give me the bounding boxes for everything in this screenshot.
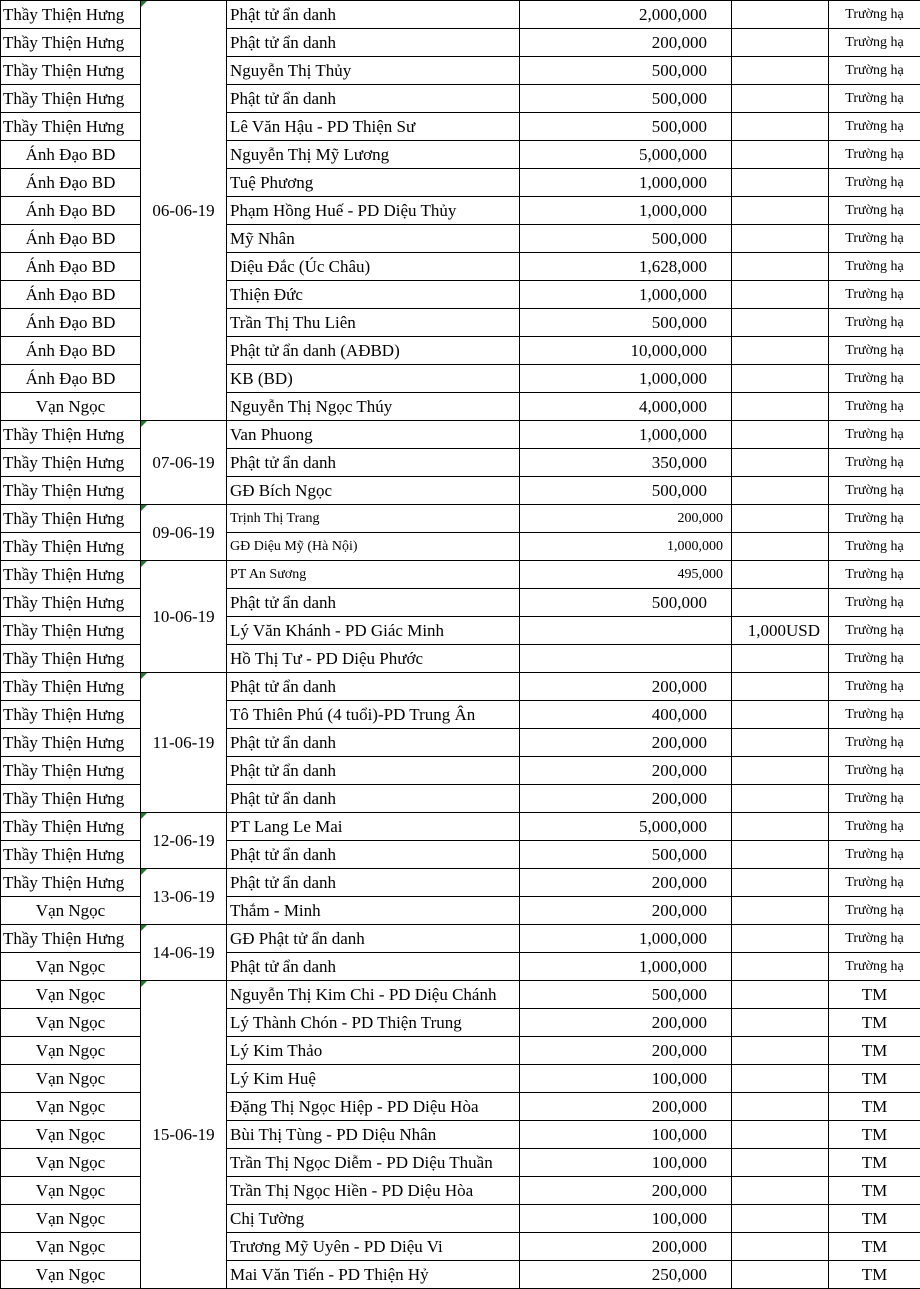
- amount-vnd-cell: 495,000: [520, 561, 732, 589]
- donor-name-cell: Lý Văn Khánh - PD Giác Minh: [227, 617, 520, 645]
- donor-name-cell: Phật tử ẩn danh: [227, 1, 520, 29]
- table-row: [1, 1121, 920, 1149]
- amount-usd-cell: [732, 673, 829, 701]
- table-row: [1, 1177, 920, 1205]
- purpose-cell: TM: [829, 1093, 920, 1121]
- date-cell: 14-06-19: [141, 925, 227, 981]
- amount-vnd-cell: 2,000,000: [520, 1, 732, 29]
- contributor-cell: Vạn Ngọc: [1, 1149, 141, 1177]
- amount-vnd-cell: 1,000,000: [520, 421, 732, 449]
- donor-name-cell: Van Phuong: [227, 421, 520, 449]
- amount-vnd-cell: 500,000: [520, 841, 732, 869]
- contributor-cell: Thầy Thiện Hưng: [1, 757, 141, 785]
- table-row: [1, 645, 920, 673]
- donor-name-cell: Trần Thị Ngọc Hiền - PD Diệu Hòa: [227, 1177, 520, 1205]
- donor-name-cell: Lý Kim Thảo: [227, 1037, 520, 1065]
- amount-usd-cell: [732, 589, 829, 617]
- donor-name-cell: Phật tử ẩn danh: [227, 449, 520, 477]
- contributor-cell: Thầy Thiện Hưng: [1, 1, 141, 29]
- donor-name-cell: Phật tử ẩn danh (AĐBD): [227, 337, 520, 365]
- contributor-cell: Thầy Thiện Hưng: [1, 57, 141, 85]
- purpose-cell: Trường hạ: [829, 533, 920, 561]
- table-row: [1, 309, 920, 337]
- purpose-cell: Trường hạ: [829, 1, 920, 29]
- table-row: [1, 673, 920, 701]
- contributor-cell: Ánh Đạo BD: [1, 309, 141, 337]
- amount-vnd-cell: 200,000: [520, 29, 732, 57]
- amount-usd-cell: [732, 253, 829, 281]
- contributor-cell: Thầy Thiện Hưng: [1, 645, 141, 673]
- contributor-cell: Vạn Ngọc: [1, 1233, 141, 1261]
- donor-name-cell: Lý Kim Huệ: [227, 1065, 520, 1093]
- donor-name-cell: Tô Thiên Phú (4 tuổi)-PD Trung Ân: [227, 701, 520, 729]
- purpose-cell: TM: [829, 1009, 920, 1037]
- table-row: [1, 505, 920, 533]
- contributor-cell: Thầy Thiện Hưng: [1, 729, 141, 757]
- amount-usd-cell: [732, 113, 829, 141]
- amount-vnd-cell: 200,000: [520, 897, 732, 925]
- donor-name-cell: Mai Văn Tiến - PD Thiện Hỷ: [227, 1261, 520, 1289]
- donor-name-cell: Thắm - Minh: [227, 897, 520, 925]
- table-row: [1, 85, 920, 113]
- donor-name-cell: Hồ Thị Tư - PD Diệu Phước: [227, 645, 520, 673]
- table-row: [1, 589, 920, 617]
- donor-name-cell: Phật tử ẩn danh: [227, 841, 520, 869]
- amount-vnd-cell: 1,000,000: [520, 533, 732, 561]
- table-row: [1, 1009, 920, 1037]
- table-row: [1, 981, 920, 1009]
- date-cell: 10-06-19: [141, 561, 227, 673]
- contributor-cell: Thầy Thiện Hưng: [1, 673, 141, 701]
- purpose-cell: Trường hạ: [829, 253, 920, 281]
- amount-usd-cell: [732, 729, 829, 757]
- purpose-cell: TM: [829, 1149, 920, 1177]
- purpose-cell: Trường hạ: [829, 85, 920, 113]
- amount-usd-cell: [732, 225, 829, 253]
- donor-name-cell: Phật tử ẩn danh: [227, 953, 520, 981]
- amount-usd-cell: 1,000USD: [732, 617, 829, 645]
- contributor-cell: Vạn Ngọc: [1, 953, 141, 981]
- table-row: [1, 561, 920, 589]
- amount-vnd-cell: 200,000: [520, 729, 732, 757]
- table-row: [1, 141, 920, 169]
- date-cell: 11-06-19: [141, 673, 227, 813]
- contributor-cell: Thầy Thiện Hưng: [1, 561, 141, 589]
- contributor-cell: Thầy Thiện Hưng: [1, 813, 141, 841]
- amount-usd-cell: [732, 1233, 829, 1261]
- amount-vnd-cell: 200,000: [520, 1177, 732, 1205]
- table-row: [1, 1093, 920, 1121]
- amount-usd-cell: [732, 29, 829, 57]
- contributor-cell: Thầy Thiện Hưng: [1, 785, 141, 813]
- amount-vnd-cell: 1,628,000: [520, 253, 732, 281]
- purpose-cell: Trường hạ: [829, 169, 920, 197]
- contributor-cell: Thầy Thiện Hưng: [1, 869, 141, 897]
- amount-vnd-cell: 100,000: [520, 1121, 732, 1149]
- table-row: [1, 701, 920, 729]
- amount-vnd-cell: 4,000,000: [520, 393, 732, 421]
- table-row: [1, 869, 920, 897]
- table-row: [1, 617, 920, 645]
- amount-usd-cell: [732, 869, 829, 897]
- table-row: [1, 113, 920, 141]
- contributor-cell: Thầy Thiện Hưng: [1, 85, 141, 113]
- amount-vnd-cell: 200,000: [520, 505, 732, 533]
- contributor-cell: Thầy Thiện Hưng: [1, 477, 141, 505]
- purpose-cell: TM: [829, 1261, 920, 1289]
- donor-name-cell: Lê Văn Hậu - PD Thiện Sư: [227, 113, 520, 141]
- purpose-cell: Trường hạ: [829, 141, 920, 169]
- amount-vnd-cell: 500,000: [520, 57, 732, 85]
- amount-usd-cell: [732, 1037, 829, 1065]
- table-row: [1, 57, 920, 85]
- donor-name-cell: Đặng Thị Ngọc Hiệp - PD Diệu Hòa: [227, 1093, 520, 1121]
- donor-name-cell: Phật tử ẩn danh: [227, 589, 520, 617]
- purpose-cell: Trường hạ: [829, 365, 920, 393]
- amount-usd-cell: [732, 897, 829, 925]
- table-row: [1, 477, 920, 505]
- donor-name-cell: PT Lang Le Mai: [227, 813, 520, 841]
- table-row: [1, 1149, 920, 1177]
- amount-vnd-cell: 500,000: [520, 589, 732, 617]
- contributor-cell: Ánh Đạo BD: [1, 169, 141, 197]
- contributor-cell: Ánh Đạo BD: [1, 225, 141, 253]
- donor-name-cell: GĐ Phật tử ẩn danh: [227, 925, 520, 953]
- table-row: [1, 197, 920, 225]
- amount-usd-cell: [732, 1093, 829, 1121]
- donation-table-body: [1, 1, 920, 1289]
- amount-vnd-cell: 400,000: [520, 701, 732, 729]
- purpose-cell: Trường hạ: [829, 701, 920, 729]
- amount-vnd-cell: 200,000: [520, 1037, 732, 1065]
- amount-vnd-cell: 1,000,000: [520, 169, 732, 197]
- amount-usd-cell: [732, 365, 829, 393]
- amount-vnd-cell: 100,000: [520, 1205, 732, 1233]
- amount-vnd-cell: 1,000,000: [520, 953, 732, 981]
- amount-usd-cell: [732, 1177, 829, 1205]
- purpose-cell: Trường hạ: [829, 925, 920, 953]
- contributor-cell: Vạn Ngọc: [1, 1121, 141, 1149]
- table-row: [1, 169, 920, 197]
- purpose-cell: Trường hạ: [829, 505, 920, 533]
- contributor-cell: Vạn Ngọc: [1, 1065, 141, 1093]
- purpose-cell: Trường hạ: [829, 617, 920, 645]
- purpose-cell: TM: [829, 981, 920, 1009]
- donor-name-cell: PT An Sương: [227, 561, 520, 589]
- amount-vnd-cell: [520, 617, 732, 645]
- amount-usd-cell: [732, 421, 829, 449]
- donor-name-cell: Mỹ Nhân: [227, 225, 520, 253]
- table-row: [1, 449, 920, 477]
- purpose-cell: TM: [829, 1121, 920, 1149]
- amount-usd-cell: [732, 393, 829, 421]
- contributor-cell: Thầy Thiện Hưng: [1, 589, 141, 617]
- contributor-cell: Thầy Thiện Hưng: [1, 617, 141, 645]
- amount-vnd-cell: 1,000,000: [520, 365, 732, 393]
- amount-usd-cell: [732, 1065, 829, 1093]
- donor-name-cell: Phật tử ẩn danh: [227, 729, 520, 757]
- purpose-cell: Trường hạ: [829, 561, 920, 589]
- contributor-cell: Vạn Ngọc: [1, 1177, 141, 1205]
- donor-name-cell: Phạm Hồng Huế - PD Diệu Thủy: [227, 197, 520, 225]
- amount-vnd-cell: 200,000: [520, 869, 732, 897]
- donor-name-cell: Thiện Đức: [227, 281, 520, 309]
- amount-vnd-cell: 100,000: [520, 1149, 732, 1177]
- contributor-cell: Thầy Thiện Hưng: [1, 421, 141, 449]
- donor-name-cell: Phật tử ẩn danh: [227, 673, 520, 701]
- contributor-cell: Vạn Ngọc: [1, 1009, 141, 1037]
- amount-usd-cell: [732, 1009, 829, 1037]
- purpose-cell: TM: [829, 1065, 920, 1093]
- purpose-cell: Trường hạ: [829, 197, 920, 225]
- purpose-cell: Trường hạ: [829, 729, 920, 757]
- purpose-cell: Trường hạ: [829, 281, 920, 309]
- amount-usd-cell: [732, 449, 829, 477]
- amount-vnd-cell: 200,000: [520, 1009, 732, 1037]
- date-cell: 12-06-19: [141, 813, 227, 869]
- donor-name-cell: Trần Thị Thu Liên: [227, 309, 520, 337]
- amount-vnd-cell: [520, 645, 732, 673]
- amount-usd-cell: [732, 645, 829, 673]
- purpose-cell: TM: [829, 1205, 920, 1233]
- donor-name-cell: Phật tử ẩn danh: [227, 85, 520, 113]
- purpose-cell: Trường hạ: [829, 225, 920, 253]
- purpose-cell: Trường hạ: [829, 57, 920, 85]
- amount-usd-cell: [732, 1261, 829, 1289]
- donor-name-cell: Nguyễn Thị Thủy: [227, 57, 520, 85]
- amount-usd-cell: [732, 925, 829, 953]
- table-row: [1, 841, 920, 869]
- amount-usd-cell: [732, 85, 829, 113]
- amount-usd-cell: [732, 197, 829, 225]
- contributor-cell: Thầy Thiện Hưng: [1, 925, 141, 953]
- amount-usd-cell: [732, 281, 829, 309]
- table-row: [1, 337, 920, 365]
- contributor-cell: Vạn Ngọc: [1, 1037, 141, 1065]
- table-row: [1, 953, 920, 981]
- table-row: [1, 533, 920, 561]
- amount-vnd-cell: 500,000: [520, 225, 732, 253]
- table-row: [1, 1065, 920, 1093]
- donor-name-cell: Trương Mỹ Uyên - PD Diệu Vi: [227, 1233, 520, 1261]
- donor-name-cell: Phật tử ẩn danh: [227, 785, 520, 813]
- donor-name-cell: Lý Thành Chón - PD Thiện Trung: [227, 1009, 520, 1037]
- amount-usd-cell: [732, 533, 829, 561]
- purpose-cell: Trường hạ: [829, 813, 920, 841]
- purpose-cell: Trường hạ: [829, 589, 920, 617]
- amount-vnd-cell: 500,000: [520, 309, 732, 337]
- contributor-cell: Ánh Đạo BD: [1, 281, 141, 309]
- amount-vnd-cell: 500,000: [520, 477, 732, 505]
- table-row: [1, 925, 920, 953]
- amount-usd-cell: [732, 785, 829, 813]
- date-cell: 07-06-19: [141, 421, 227, 505]
- amount-usd-cell: [732, 1121, 829, 1149]
- donor-name-cell: Trịnh Thị Trang: [227, 505, 520, 533]
- contributor-cell: Thầy Thiện Hưng: [1, 449, 141, 477]
- table-row: [1, 281, 920, 309]
- amount-vnd-cell: 200,000: [520, 1093, 732, 1121]
- purpose-cell: Trường hạ: [829, 477, 920, 505]
- purpose-cell: Trường hạ: [829, 645, 920, 673]
- amount-usd-cell: [732, 701, 829, 729]
- amount-usd-cell: [732, 1205, 829, 1233]
- table-row: [1, 253, 920, 281]
- contributor-cell: Ánh Đạo BD: [1, 337, 141, 365]
- donor-name-cell: Bùi Thị Tùng - PD Diệu Nhân: [227, 1121, 520, 1149]
- amount-usd-cell: [732, 1149, 829, 1177]
- donor-name-cell: Phật tử ẩn danh: [227, 869, 520, 897]
- purpose-cell: Trường hạ: [829, 113, 920, 141]
- contributor-cell: Vạn Ngọc: [1, 1205, 141, 1233]
- table-row: [1, 365, 920, 393]
- purpose-cell: Trường hạ: [829, 29, 920, 57]
- table-row: [1, 1205, 920, 1233]
- amount-vnd-cell: 1,000,000: [520, 925, 732, 953]
- table-row: [1, 1037, 920, 1065]
- donor-name-cell: Phật tử ẩn danh: [227, 757, 520, 785]
- amount-usd-cell: [732, 1, 829, 29]
- donor-name-cell: GĐ Diệu Mỹ (Hà Nội): [227, 533, 520, 561]
- purpose-cell: Trường hạ: [829, 337, 920, 365]
- table-row: [1, 757, 920, 785]
- contributor-cell: Ánh Đạo BD: [1, 365, 141, 393]
- amount-usd-cell: [732, 813, 829, 841]
- contributor-cell: Vạn Ngọc: [1, 1261, 141, 1289]
- table-row: [1, 29, 920, 57]
- purpose-cell: Trường hạ: [829, 953, 920, 981]
- amount-vnd-cell: 200,000: [520, 1233, 732, 1261]
- purpose-cell: TM: [829, 1177, 920, 1205]
- amount-usd-cell: [732, 169, 829, 197]
- contributor-cell: Vạn Ngọc: [1, 981, 141, 1009]
- table-row: [1, 897, 920, 925]
- purpose-cell: Trường hạ: [829, 421, 920, 449]
- table-row: [1, 393, 920, 421]
- contributor-cell: Thầy Thiện Hưng: [1, 505, 141, 533]
- table-row: [1, 1261, 920, 1289]
- amount-usd-cell: [732, 309, 829, 337]
- contributor-cell: Thầy Thiện Hưng: [1, 533, 141, 561]
- purpose-cell: Trường hạ: [829, 309, 920, 337]
- donor-name-cell: Chị Tường: [227, 1205, 520, 1233]
- donor-name-cell: Nguyễn Thị Mỹ Lương: [227, 141, 520, 169]
- amount-vnd-cell: 100,000: [520, 1065, 732, 1093]
- date-cell: 09-06-19: [141, 505, 227, 561]
- purpose-cell: Trường hạ: [829, 897, 920, 925]
- amount-vnd-cell: 5,000,000: [520, 813, 732, 841]
- contributor-cell: Thầy Thiện Hưng: [1, 113, 141, 141]
- amount-usd-cell: [732, 981, 829, 1009]
- contributor-cell: Vạn Ngọc: [1, 897, 141, 925]
- amount-vnd-cell: 500,000: [520, 981, 732, 1009]
- amount-vnd-cell: 200,000: [520, 785, 732, 813]
- donor-name-cell: GĐ Bích Ngọc: [227, 477, 520, 505]
- contributor-cell: Thầy Thiện Hưng: [1, 841, 141, 869]
- amount-usd-cell: [732, 757, 829, 785]
- amount-vnd-cell: 500,000: [520, 85, 732, 113]
- amount-vnd-cell: 1,000,000: [520, 197, 732, 225]
- amount-usd-cell: [732, 57, 829, 85]
- amount-vnd-cell: 5,000,000: [520, 141, 732, 169]
- amount-usd-cell: [732, 337, 829, 365]
- amount-usd-cell: [732, 477, 829, 505]
- amount-usd-cell: [732, 141, 829, 169]
- purpose-cell: Trường hạ: [829, 869, 920, 897]
- amount-vnd-cell: 200,000: [520, 757, 732, 785]
- purpose-cell: Trường hạ: [829, 673, 920, 701]
- table-row: [1, 1, 920, 29]
- amount-vnd-cell: 500,000: [520, 113, 732, 141]
- contributor-cell: Vạn Ngọc: [1, 1093, 141, 1121]
- amount-usd-cell: [732, 953, 829, 981]
- contributor-cell: Ánh Đạo BD: [1, 253, 141, 281]
- contributor-cell: Vạn Ngọc: [1, 393, 141, 421]
- amount-vnd-cell: 200,000: [520, 673, 732, 701]
- contributor-cell: Thầy Thiện Hưng: [1, 29, 141, 57]
- donor-name-cell: Nguyễn Thị Kim Chi - PD Diệu Chánh: [227, 981, 520, 1009]
- donor-name-cell: KB (BD): [227, 365, 520, 393]
- contributor-cell: Ánh Đạo BD: [1, 197, 141, 225]
- table-row: [1, 225, 920, 253]
- amount-usd-cell: [732, 561, 829, 589]
- table-row: [1, 785, 920, 813]
- purpose-cell: TM: [829, 1233, 920, 1261]
- contributor-cell: Thầy Thiện Hưng: [1, 701, 141, 729]
- purpose-cell: Trường hạ: [829, 757, 920, 785]
- amount-vnd-cell: 1,000,000: [520, 281, 732, 309]
- date-cell: 13-06-19: [141, 869, 227, 925]
- table-row: [1, 421, 920, 449]
- amount-usd-cell: [732, 841, 829, 869]
- donor-name-cell: Diệu Đắc (Úc Châu): [227, 253, 520, 281]
- amount-vnd-cell: 250,000: [520, 1261, 732, 1289]
- table-row: [1, 729, 920, 757]
- purpose-cell: Trường hạ: [829, 393, 920, 421]
- purpose-cell: Trường hạ: [829, 449, 920, 477]
- purpose-cell: Trường hạ: [829, 785, 920, 813]
- amount-usd-cell: [732, 505, 829, 533]
- donor-name-cell: Tuệ Phương: [227, 169, 520, 197]
- contributor-cell: Ánh Đạo BD: [1, 141, 141, 169]
- amount-vnd-cell: 350,000: [520, 449, 732, 477]
- donor-name-cell: Nguyễn Thị Ngọc Thúy: [227, 393, 520, 421]
- date-cell: 15-06-19: [141, 981, 227, 1289]
- donor-name-cell: Trần Thị Ngọc Diễm - PD Diệu Thuần: [227, 1149, 520, 1177]
- donor-name-cell: Phật tử ẩn danh: [227, 29, 520, 57]
- date-cell: 06-06-19: [141, 1, 227, 421]
- table-row: [1, 813, 920, 841]
- purpose-cell: TM: [829, 1037, 920, 1065]
- table-row: [1, 1233, 920, 1261]
- amount-vnd-cell: 10,000,000: [520, 337, 732, 365]
- purpose-cell: Trường hạ: [829, 841, 920, 869]
